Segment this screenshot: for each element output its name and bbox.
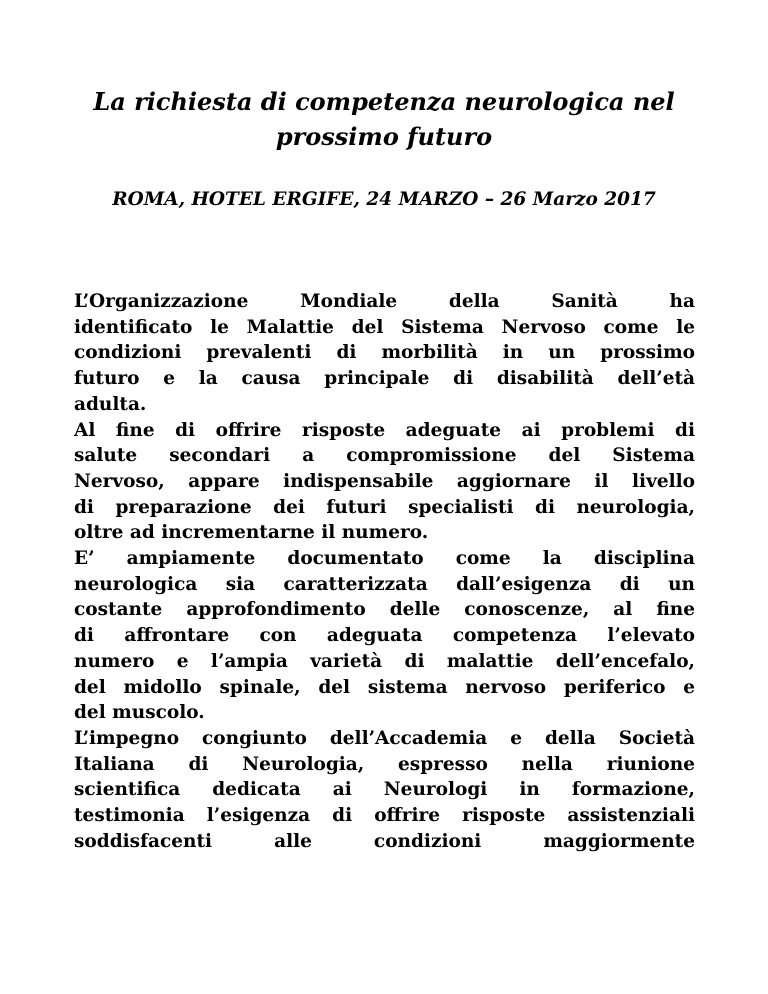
paragraph-line: di affrontare con adeguata competenza l’elevato xyxy=(74,625,695,647)
paragraph-line: condizioni prevalenti di morbilità in un prossimo xyxy=(74,342,695,364)
paragraph-line: scientifica dedicata ai Neurologi in formazione, xyxy=(74,779,695,801)
event-subtitle: ROMA, HOTEL ERGIFE, 24 MARZO – 26 Marzo 2017 xyxy=(112,189,656,210)
body-paragraph xyxy=(74,418,695,547)
paragraph-line: salute secondari a compromissione del Sistema xyxy=(74,445,695,467)
paragraph-line: del muscolo. xyxy=(74,702,205,724)
paragraph-line: Al fine di offrire risposte adeguate ai problemi di xyxy=(74,419,695,441)
document-title-line-2: prossimo futuro xyxy=(275,122,493,151)
paragraph-line: del midollo spinale, del sistema nervoso periferico e xyxy=(74,676,695,698)
paragraph-line: Italiana di Neurologia, espresso nella riunione xyxy=(74,753,695,775)
body-paragraph xyxy=(74,546,695,726)
paragraph-line: numero e l’ampia varietà di malattie dell’encefalo, xyxy=(74,650,695,672)
paragraph-line: costante approfondimento delle conoscenze, al fine xyxy=(74,599,695,621)
body-paragraph xyxy=(74,289,695,418)
paragraph-line: L’Organizzazione Mondiale della Sanità ha xyxy=(74,291,695,312)
paragraph-line: soddisfacenti alle condizioni maggiormente xyxy=(74,830,695,852)
paragraph-line: L’impegno congiunto dell’Accademia e della Società xyxy=(74,727,695,749)
paragraph-line: futuro e la causa principale di disabilità dell’età xyxy=(74,368,695,390)
paragraph-line: testimonia l’esigenza di offrire risposte assistenziali xyxy=(74,805,695,827)
paragraph-line: identificato le Malattie del Sistema Nervoso come le xyxy=(74,316,695,338)
paragraph-line: adulta. xyxy=(74,393,147,415)
paragraph-line: neurologica sia caratterizzata dall’esigenza di un xyxy=(74,573,695,595)
paragraph-line: oltre ad incrementarne il numero. xyxy=(74,522,429,544)
body-paragraph xyxy=(74,726,695,855)
paragraph-line: E’ ampiamente documentato come la disciplina xyxy=(74,548,695,570)
paragraph-line: di preparazione dei futuri specialisti di neurologia, xyxy=(74,496,695,518)
document-body xyxy=(74,289,695,854)
paragraph-line: Nervoso, appare indispensabile aggiornare il livello xyxy=(74,470,695,492)
document-title-line-1: La richiesta di competenza neurologica nel xyxy=(93,87,675,116)
document-title xyxy=(60,84,708,154)
